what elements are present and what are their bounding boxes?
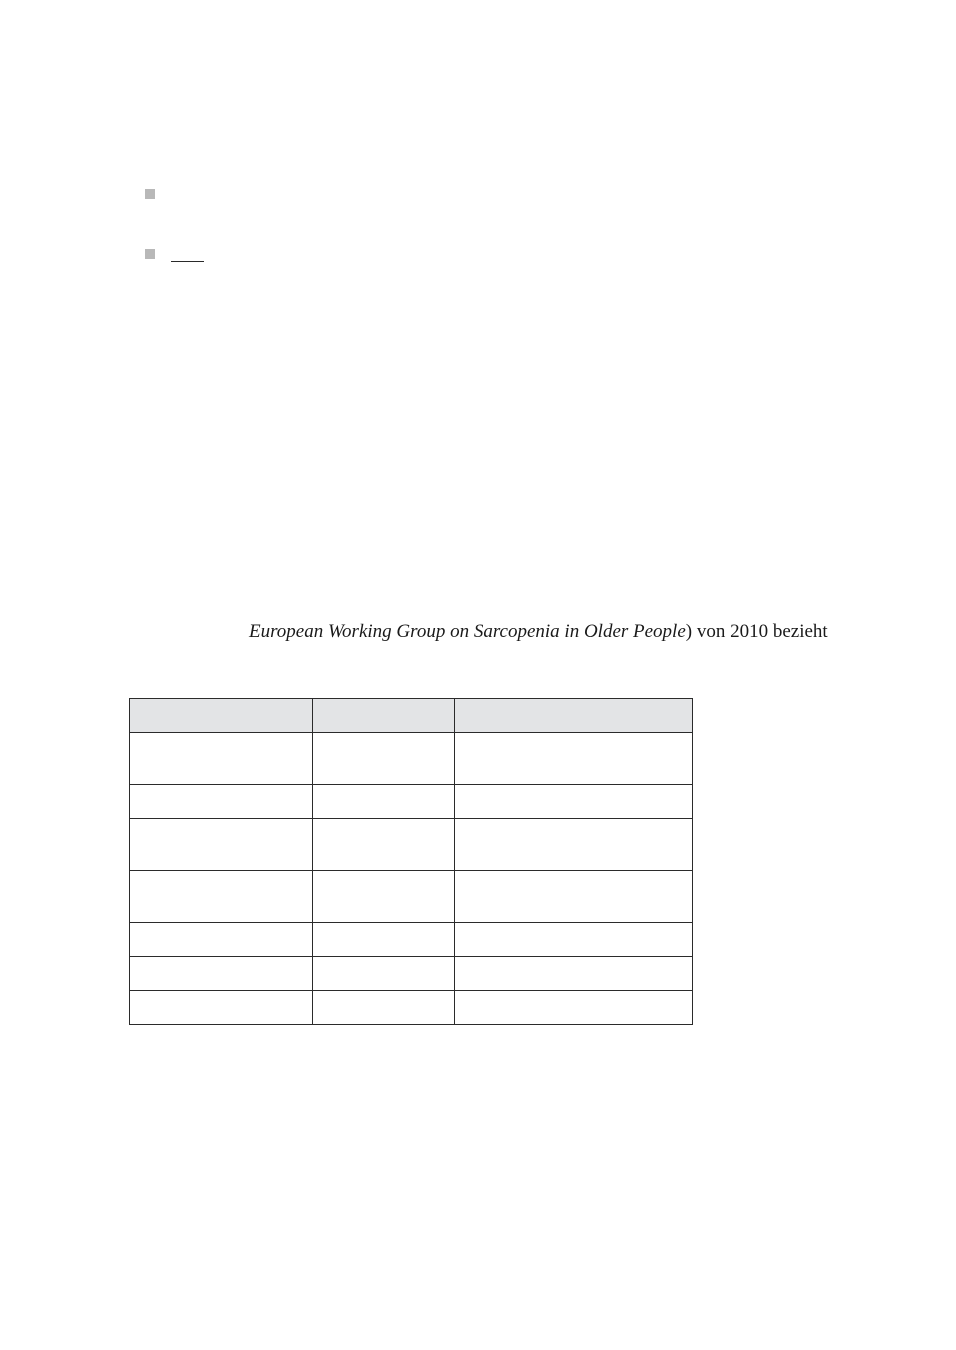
table-cell bbox=[455, 871, 693, 923]
table-cell bbox=[455, 991, 693, 1025]
table-row bbox=[130, 871, 693, 923]
table-cell bbox=[130, 957, 313, 991]
table-cell bbox=[455, 819, 693, 871]
table-header-cell bbox=[455, 699, 693, 733]
table-cell bbox=[313, 819, 455, 871]
table-cell bbox=[130, 733, 313, 785]
table-cell bbox=[130, 923, 313, 957]
table-row bbox=[130, 991, 693, 1025]
table-cell bbox=[313, 733, 455, 785]
table-cell bbox=[313, 991, 455, 1025]
table-cell bbox=[130, 991, 313, 1025]
table-row bbox=[130, 733, 693, 785]
bullet-square-icon bbox=[145, 249, 155, 259]
bullet-square-icon bbox=[145, 189, 155, 199]
table-row bbox=[130, 819, 693, 871]
paragraph-italic-title: European Working Group on Sarcopenia in Older People bbox=[249, 621, 686, 642]
table-header-cell bbox=[130, 699, 313, 733]
table-cell bbox=[455, 923, 693, 957]
table-cell bbox=[130, 785, 313, 819]
table-header-cell bbox=[313, 699, 455, 733]
table-cell bbox=[313, 785, 455, 819]
table-cell bbox=[130, 819, 313, 871]
table-header-row bbox=[130, 699, 693, 733]
table-cell bbox=[130, 871, 313, 923]
table-cell bbox=[455, 957, 693, 991]
table-row bbox=[130, 923, 693, 957]
data-table bbox=[129, 698, 693, 1025]
table-cell bbox=[455, 733, 693, 785]
table-cell bbox=[455, 785, 693, 819]
paragraph-line bbox=[249, 619, 849, 645]
table-cell bbox=[313, 923, 455, 957]
paragraph-text: ) von 2010 bezieht bbox=[685, 621, 828, 642]
table-row bbox=[130, 785, 693, 819]
table-cell bbox=[313, 957, 455, 991]
table-cell bbox=[313, 871, 455, 923]
blank-underline bbox=[171, 261, 204, 262]
table-row bbox=[130, 957, 693, 991]
